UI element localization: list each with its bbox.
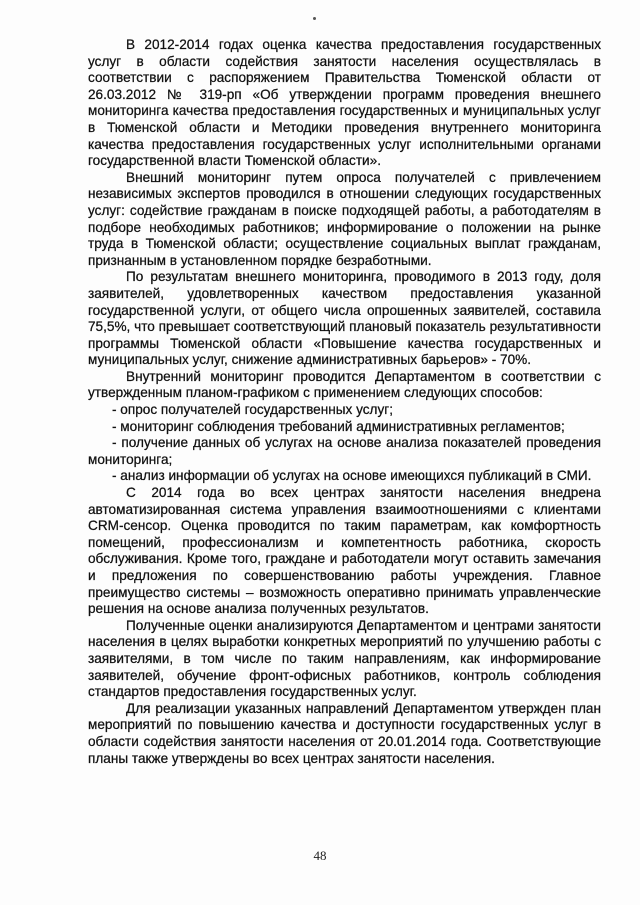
paragraph-assessment-2012-2014: В 2012-2014 годах оценка качества предоставления государственных услуг в области содействия занятости населения осуществлялась в соответствии с распоряжением Правительства Тюменской области от 26.03.2012 № 319-рп «Об утверждении программ проведения внешнего мониторинга качества предоставления государственных и муниципальных услуг в Тюменской области и Методики проведения внутреннего мониторинга качества предоставления государственных услуг исполнительными органами государственной власти Тюменской области».	[88, 37, 601, 169]
list-item: - опрос получателей государственных услуг;	[112, 402, 393, 418]
list-item: - получение данных об услугах на основе анализа показателей проведения мониторинга;	[88, 435, 601, 467]
paragraph-crm-sensor: С 2014 года во всех центрах занятости населения внедрена автоматизированная система управления взаимоотношениями с клиентами CRM-сенсор. Оценка проводится по таким параметрам, как комфортность помещений, профессионализм и компетентность работника, скорость обслуживания. Кроме того, граждане и работодатели могут оставить замечания и предложения по совершенствованию работы учреждения. Главное преимущество системы – возможность оперативно принимать управленческие решения на основе анализа полученных результатов.	[88, 485, 601, 617]
scan-speck	[313, 17, 316, 20]
list-item: - анализ информации об услугах на основе имеющихся публикаций в СМИ.	[112, 468, 592, 484]
paragraph-assessment-analysis: Полученные оценки анализируются Департаментом и центрами занятости населения в целях выработки конкретных мероприятий по улучшению работы с заявителями, в том числе по таким направлениям, как информирование заявителей, обучение фронт-офисных работников, контроль соблюдения стандартов предоставления государственных услуг.	[88, 617, 601, 700]
page-number: 48	[313, 848, 327, 863]
body-text	[88, 37, 601, 767]
paragraph-action-plan: Для реализации указанных направлений Департаментом утвержден план мероприятий по повышению качества и доступности государственных услуг в области содействия занятости населения от 20.01.2014 года. Соответствующие планы также утверждены во всех центрах занятости населения.	[88, 700, 601, 766]
paragraph-internal-monitoring: Внутренний мониторинг проводится Департаментом в соответствии с утвержденным планом-графиком с применением следующих способов:	[88, 368, 601, 401]
list-item: - мониторинг соблюдения требований административных регламентов;	[112, 418, 565, 434]
paragraph-monitoring-results-2013: По результатам внешнего мониторинга, проводимого в 2013 году, доля заявителей, удовлетворенных качеством предоставления указанной государственной услуги, от общего числа опрошенных заявителей, составила 75,5%, что превышает соответствующий плановый показатель результативности программы Тюменской области «Повышение качества государственных и муниципальных услуг, снижение административных барьеров» - 70%.	[88, 269, 601, 368]
paragraph-external-monitoring: Внешний мониторинг путем опроса получателей с привлечением независимых экспертов проводился в отношении следующих государственных услуг: содействие гражданам в поиске подходящей работы, а работодателям в подборе необходимых работников; информирование о положении на рынке труда в Тюменской области; осуществление социальных выплат гражданам, признанным в установленном порядке безработными.	[88, 169, 601, 268]
